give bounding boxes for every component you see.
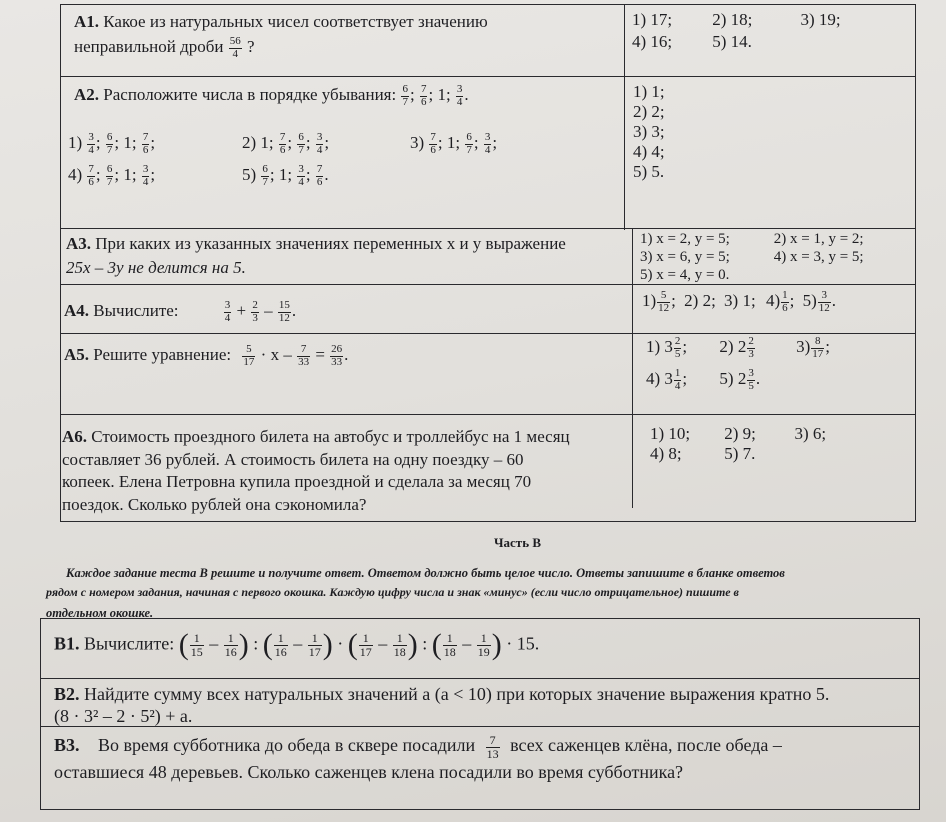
operator: + [236, 300, 247, 320]
fraction [429, 132, 437, 156]
paren: ( [178, 628, 189, 661]
fraction-denominator: 17 [308, 644, 321, 659]
fraction-numerator: 7 [486, 734, 500, 748]
fraction-denominator: 15 [190, 644, 203, 659]
fraction [818, 290, 831, 314]
option-label: 4) [68, 164, 83, 184]
fraction-denominator: 6 [142, 143, 149, 156]
a6-answer: 1) 10; [650, 424, 691, 443]
a5-answer: 5) 2 [719, 368, 747, 388]
fraction-denominator: 16 [274, 644, 287, 659]
a2-answer: 5) 5. [633, 162, 665, 181]
fraction-denominator: 6 [279, 143, 286, 156]
fraction-denominator: 16 [224, 644, 237, 659]
a2-answer: 2) 2; [633, 102, 665, 121]
b3-question [54, 734, 782, 760]
fraction-denominator: 7 [298, 143, 304, 156]
a6-answer: 3) 6; [794, 424, 827, 443]
a2-answer: 3) 3; [633, 122, 665, 141]
fraction-denominator: 3 [252, 311, 258, 324]
fraction [251, 300, 259, 324]
row-divider [40, 678, 920, 679]
fraction-numerator: 2 [674, 335, 681, 347]
a4-question: А4. Вычислите: $\frac{3}{4}$ + $\frac{2}{3}$ – $\frac{15}{12}$ . [64, 299, 297, 324]
fraction [811, 336, 824, 360]
a4-answer: 1) [642, 290, 657, 310]
a3-answer: 4) x = 3, y = 5; [773, 249, 864, 265]
fraction-numerator: 3 [298, 163, 304, 175]
a3-question [66, 234, 566, 254]
part-b-instructions-line3: отдельном окошке. [46, 606, 154, 620]
fraction-denominator: 6 [88, 175, 94, 188]
fraction-numerator: 15 [278, 299, 290, 311]
answer-column-divider [624, 4, 625, 230]
fraction-numerator: 6 [106, 163, 113, 175]
fraction-numerator: 3 [748, 367, 754, 379]
a1-question-line2 [74, 36, 255, 60]
whole-one: 1 [278, 164, 288, 184]
a5-answers-row1: 1) 3 $\frac{2}{5}$ ; 2) 2 $\frac{2}{3}$ 3) $\frac{8}{17}$ ; [646, 335, 830, 360]
a6-line [62, 426, 570, 449]
a4-answer: 4) [765, 290, 781, 310]
fraction-denominator: 4 [224, 311, 231, 324]
option-label: 2) 1; [242, 132, 274, 152]
fraction-denominator: 6 [420, 95, 427, 108]
fraction [486, 734, 500, 760]
fraction-denominator: 5 [748, 379, 754, 392]
a2-option-3: 3) $\frac{7}{6}$ ; 1; $\frac{6}{7}$ ; $\frac{3}{4}$ ; [410, 131, 498, 156]
row-divider [60, 76, 916, 77]
fraction-denominator: 33 [331, 355, 343, 368]
a6-answer: 4) 8; [650, 444, 682, 463]
fraction-denominator: 4 [674, 379, 681, 392]
a4-number: А4. [64, 300, 90, 320]
fraction [106, 164, 114, 188]
a5-number: А5. [64, 344, 90, 364]
fraction-numerator: 8 [811, 336, 824, 349]
fraction-numerator: 7 [142, 131, 149, 143]
fraction-denominator: 4 [232, 47, 238, 60]
fraction-numerator: 1 [782, 289, 788, 301]
a2-answers [633, 82, 665, 182]
a4-answer: 2) 2; [684, 290, 716, 310]
part-b-title: Часть В [494, 535, 541, 550]
fraction [297, 344, 310, 368]
fraction-denominator: 7 [466, 143, 472, 156]
fraction [330, 344, 343, 368]
fraction [456, 84, 464, 108]
fraction [747, 336, 755, 360]
fraction-denominator: 4 [88, 143, 94, 156]
a6-line3: копеек. Елена Петровна купила проездной и сделала за месяц 70 [62, 472, 532, 491]
fraction-numerator: 3 [484, 131, 491, 143]
fraction-denominator: 6 [782, 301, 788, 314]
fraction [781, 290, 789, 314]
fraction-denominator: 33 [298, 355, 310, 368]
fraction-denominator: 7 [262, 175, 268, 188]
a5-answer: 4) 3 [646, 368, 673, 388]
a1-answer: 4) 16; [632, 32, 673, 51]
whole-one: 1 [123, 164, 132, 184]
fraction [278, 300, 291, 324]
operator: = [315, 344, 325, 364]
fraction [224, 300, 232, 324]
fraction-numerator: 7 [420, 83, 427, 95]
a3-number: А3. [66, 234, 92, 253]
fraction-numerator: 6 [298, 131, 304, 143]
fraction [224, 632, 238, 658]
operator: – [264, 300, 273, 320]
fraction [297, 132, 305, 156]
a6-answers-row2 [650, 444, 755, 464]
a1-answer: 2) 18; [712, 10, 753, 29]
option-label: 5) [242, 164, 257, 184]
a4-answers: 1) $\frac{5}{12}$ ; 2) 2; 3) 1; 4) $\frac{1}{6}$ ; 5) $\frac{3}{12}$ . [642, 289, 837, 314]
fraction [261, 164, 269, 188]
fraction [401, 84, 409, 108]
paren: ) [407, 628, 418, 661]
paren: ( [347, 628, 358, 661]
fraction-numerator: 7 [297, 344, 310, 357]
fraction-numerator: 6 [466, 131, 472, 143]
fraction [308, 632, 322, 658]
b2-line1: Найдите сумму всех натуральных значений a (a < 10) при которых значение выражения кратно 5. [84, 684, 830, 704]
fraction-numerator: 6 [106, 131, 113, 143]
fraction [674, 368, 682, 392]
a6-line1: Стоимость проездного билета на автобус и троллейбус на 1 месяц [91, 427, 570, 446]
fraction [420, 84, 428, 108]
a1-question [74, 12, 488, 32]
fraction [465, 132, 473, 156]
a2-option-2: 2) 1; $\frac{7}{6}$ ; $\frac{6}{7}$ ; $\frac{3}{4}$ ; [242, 131, 330, 156]
b2-question [54, 684, 829, 705]
b1-label: Вычислите: [84, 633, 175, 654]
fraction-denominator: 19 [477, 644, 490, 659]
a3-answer: 5) x = 4, y = 0. [640, 267, 730, 283]
fraction [484, 132, 492, 156]
a1-answer: 5) 14. [712, 32, 752, 51]
fraction-denominator: 7 [106, 143, 113, 156]
fraction [297, 164, 305, 188]
fraction-numerator: 7 [430, 131, 436, 143]
a3-answer-row [640, 230, 864, 248]
fraction [87, 164, 95, 188]
a1-fraction [229, 36, 242, 60]
paren: ( [262, 628, 273, 661]
b3-line1a: Во время субботника до обеда в сквере посадили [98, 735, 476, 756]
fraction [747, 368, 755, 392]
fraction-numerator: 3 [142, 163, 149, 175]
paren: ( [431, 628, 442, 661]
a1-line2: неправильной дроби [74, 36, 224, 56]
fraction-numerator: 3 [224, 299, 231, 311]
a2-option-5: 5) $\frac{6}{7}$ ; 1; $\frac{3}{4}$ ; $\frac{7}{6}$ . [242, 163, 329, 188]
fraction-numerator: 3 [818, 290, 831, 303]
a4-label: Вычислите: [93, 300, 179, 320]
part-b-instructions-line2: рядом с номером задания, начиная с первого окошка. Каждую цифру числа и знак «минус» (если число отрицательное) пишите в [46, 585, 739, 599]
paren: ) [491, 628, 502, 661]
fraction [443, 632, 457, 658]
fraction-numerator: 26 [331, 343, 343, 355]
fraction-numerator: 1 [443, 632, 457, 646]
row-divider [60, 284, 916, 285]
fraction-numerator: 1 [477, 632, 491, 646]
b2-expression: (8 · 3² – 2 · 5²) + a. [54, 706, 193, 726]
fraction [87, 132, 95, 156]
fraction-denominator: 18 [443, 644, 456, 659]
a3-line1: При каких из указанных значениях переменных x и y выражение [95, 234, 566, 253]
fraction [359, 632, 373, 658]
fraction-numerator: 6 [402, 83, 408, 95]
a1-answers-row2 [632, 32, 752, 52]
fraction-numerator: 1 [190, 632, 204, 646]
fraction-numerator: 2 [252, 299, 258, 311]
fraction-denominator: 17 [359, 644, 372, 659]
fraction-denominator: 6 [430, 143, 436, 156]
fraction-denominator: 4 [316, 143, 323, 156]
a3-answers [640, 230, 864, 284]
whole-one: 1 [437, 84, 446, 104]
fraction-denominator: 6 [316, 175, 323, 188]
fraction [190, 632, 204, 658]
a6-question [62, 426, 570, 516]
fraction [279, 132, 287, 156]
a6-answer: 2) 9; [724, 424, 756, 443]
fraction [142, 132, 150, 156]
a5-answer: 1) 3 [646, 336, 673, 356]
a5-answers-row2: 4) 3 $\frac{1}{4}$ ; 5) 2 $\frac{3}{5}$ . [646, 367, 761, 392]
fraction-numerator: 7 [316, 163, 323, 175]
a3-answer: 1) x = 2, y = 5; [640, 231, 730, 247]
fraction-numerator: 1 [274, 632, 288, 646]
a4-answer: 3) 1; [724, 290, 756, 310]
row-divider [60, 228, 916, 229]
fraction-denominator: 4 [142, 175, 149, 188]
a2-question: А2. Расположите числа в порядке убывания: $\frac{6}{7}$ ; $\frac{7}{6}$ ; 1; $\frac{3}{4}$ . [74, 83, 469, 108]
fraction-denominator: 17 [812, 347, 824, 360]
a6-answer: 5) 7. [724, 444, 756, 463]
a3-answer: 2) x = 1, y = 2; [773, 231, 864, 247]
a2-option-4: 4) $\frac{7}{6}$ ; $\frac{6}{7}$ ; 1; $\frac{3}{4}$ ; [68, 163, 156, 188]
fraction [316, 132, 324, 156]
a6-line2: составляет 36 рублей. А стоимость билета на одну поездку – 60 [62, 449, 524, 469]
part-b-instructions-line1: Каждое задание теста В решите и получите ответ. Ответом должно быть целое число. Ответы запишите в бланке ответов [66, 566, 785, 580]
fraction [393, 632, 407, 658]
fraction-numerator: 7 [279, 131, 286, 143]
fraction-denominator: 17 [243, 355, 255, 368]
paren: ) [238, 628, 249, 661]
a2-answer: 1) 1; [633, 82, 665, 101]
a5-answer: 2) 2 [719, 336, 747, 356]
fraction [274, 632, 288, 658]
fraction-numerator: 3 [88, 131, 94, 143]
fraction-denominator: 12 [818, 301, 830, 314]
operator: · x – [260, 344, 292, 364]
fraction-denominator: 12 [278, 311, 290, 324]
fraction-numerator: 7 [88, 163, 94, 175]
a1-number: А1. [74, 12, 100, 31]
option-label: 1) [68, 132, 83, 152]
fraction-numerator: 1 [393, 632, 407, 646]
fraction [657, 290, 670, 314]
a5-answer: 3) [796, 336, 811, 356]
fraction-denominator: 4 [484, 143, 491, 156]
a2-number: А2. [74, 84, 100, 104]
b3-number: В3. [54, 735, 80, 756]
whole-one: 1 [446, 132, 456, 152]
fraction [477, 632, 491, 658]
fraction-numerator: 2 [748, 335, 754, 347]
a1-answer: 1) 17; [632, 10, 673, 29]
a6-line4: поездок. Сколько рублей она сэкономила? [62, 494, 367, 514]
a5-question: А5. Решите уравнение: $\frac{5}{17}$ · x – $\frac{7}{33}$ = $\frac{26}{33}$ . [64, 343, 349, 368]
a3-answer-row [640, 248, 864, 266]
a3-question-line2: 25x – 3y не делится на 5. [66, 258, 246, 277]
fraction [674, 336, 682, 360]
option-label: 3) [410, 132, 425, 152]
whole-one: 1 [123, 132, 132, 152]
a1-line1: Какое из натуральных чисел соответствует значению [103, 12, 488, 31]
a2-text: Расположите числа в порядке убывания: [103, 84, 397, 104]
fraction-numerator: 6 [262, 163, 268, 175]
fraction [106, 132, 114, 156]
fraction-numerator: 5 [657, 290, 670, 303]
fraction [242, 344, 255, 368]
a3-answer: 3) x = 6, y = 5; [640, 249, 730, 265]
b3-line2: оставшиеся 48 деревьев. Сколько саженцев клена посадили во время субботника? [54, 762, 684, 782]
fraction [316, 164, 324, 188]
fraction [142, 164, 150, 188]
a1-answers [632, 10, 841, 30]
fraction-numerator: 3 [456, 83, 463, 95]
a5-label: Решите уравнение: [93, 344, 232, 364]
b1-tail: · 15. [506, 633, 540, 654]
a6-number: А6. [62, 427, 88, 446]
fraction-denominator: 4 [456, 95, 463, 108]
fraction-numerator: 1 [224, 632, 238, 646]
fraction-denominator: 18 [393, 644, 406, 659]
fraction-denominator: 3 [748, 347, 754, 360]
row-divider [60, 333, 916, 334]
fraction-numerator: 1 [674, 367, 681, 379]
fraction-numerator: 56 [229, 35, 241, 47]
fraction-denominator: 4 [298, 175, 304, 188]
fraction-denominator: 13 [486, 746, 499, 761]
fraction-numerator: 3 [316, 131, 323, 143]
b1-question: В1. Вычислите: ( $\frac{1}{15}$ – $\frac{1}{16}$ ) : ( $\frac{1}{16}$ – $\frac{1}{17}$ ) · ( $\frac{1}{17}$ – $\frac{1}{18}$ ) : ( $\frac{1}{18}$ – $\frac{1}{19}$ ) · 15. [54, 628, 540, 661]
a4-answer: 5) [802, 290, 817, 310]
a2-answer: 4) 4; [633, 142, 665, 161]
a6-answers [650, 424, 826, 444]
a1-tail: ? [247, 36, 255, 56]
a1-answer: 3) 19; [800, 10, 841, 29]
fraction-denominator: 12 [658, 301, 670, 314]
answer-column-divider [632, 228, 633, 508]
b3-line1b: всех саженцев клёна, после обеда – [510, 735, 782, 756]
fraction-denominator: 7 [402, 95, 408, 108]
a2-option-1: 1) $\frac{3}{4}$ ; $\frac{6}{7}$ ; 1; $\frac{7}{6}$ ; [68, 131, 156, 156]
row-divider [60, 414, 916, 415]
b2-number: В2. [54, 684, 80, 704]
b1-number: В1. [54, 633, 80, 654]
fraction-numerator: 5 [242, 344, 255, 357]
fraction-numerator: 1 [308, 632, 322, 646]
paren: ) [322, 628, 333, 661]
fraction-denominator: 7 [106, 175, 113, 188]
fraction-numerator: 1 [359, 632, 373, 646]
fraction-denominator: 5 [674, 347, 681, 360]
